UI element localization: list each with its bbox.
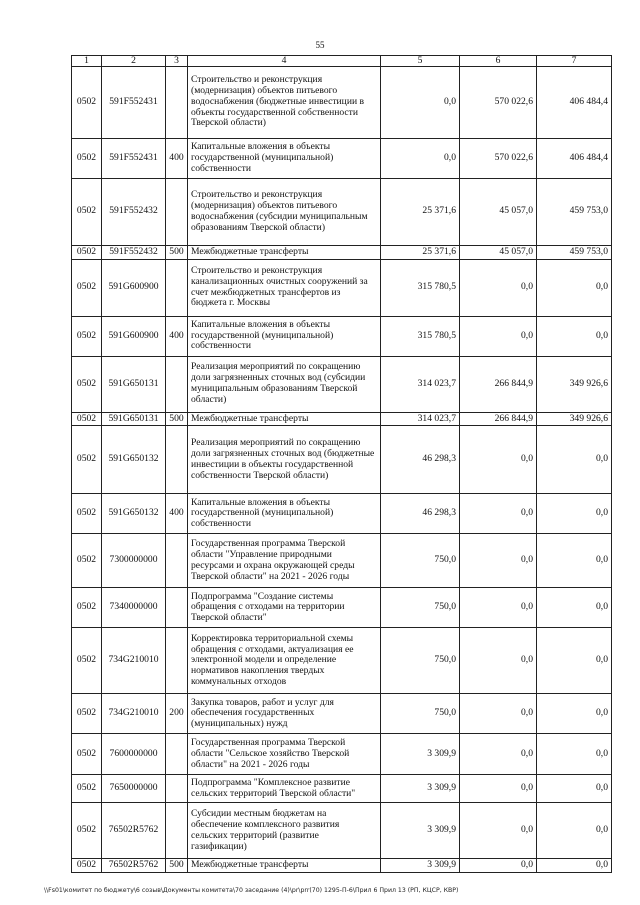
cell-amount-col5: 3 309,9: [381, 859, 460, 873]
cell-name: Корректировка территориальной схемы обращения с отходами, актуализация ее электронной модели и определение нормативов накопления твердых коммунальных отходов: [188, 628, 381, 694]
cell-amount-col6: 570 022,6: [460, 66, 537, 138]
cell-name: Государственная программа Тверской области "Управление природными ресурсами и охрана окружающей среды Тверской области" на 2021 - 2026 годы: [188, 534, 381, 588]
cell-target-code: 591G600900: [102, 316, 166, 356]
cell-expense-type: 200: [166, 694, 188, 734]
cell-amount-col7: 406 484,4: [537, 138, 612, 178]
cell-amount-col6: 45 057,0: [460, 245, 537, 259]
table-row: [72, 494, 612, 534]
cell-amount-col5: 3 309,9: [381, 803, 460, 859]
table-row: [72, 316, 612, 356]
cell-expense-type: 400: [166, 316, 188, 356]
cell-section: 0502: [72, 356, 102, 412]
cell-amount-col6: 266 844,9: [460, 412, 537, 426]
cell-target-code: 591G650131: [102, 356, 166, 412]
cell-section: 0502: [72, 245, 102, 259]
cell-name: Реализация мероприятий по сокращению доли загрязненных сточных вод (бюджетные инвестиции в объекты государственной собственности Тверской области): [188, 426, 381, 494]
cell-name: Межбюджетные трансферты: [188, 859, 381, 873]
cell-amount-col7: 0,0: [537, 426, 612, 494]
header-col-3: 3: [166, 56, 188, 67]
cell-amount-col5: 46 298,3: [381, 494, 460, 534]
table-row: [72, 66, 612, 138]
cell-name: Капитальные вложения в объекты государственной (муниципальной) собственности: [188, 494, 381, 534]
table-row: [72, 138, 612, 178]
cell-name: Подпрограмма "Комплексное развитие сельских территорий Тверской области": [188, 775, 381, 803]
cell-section: 0502: [72, 138, 102, 178]
cell-target-code: 591G650132: [102, 494, 166, 534]
cell-amount-col5: 750,0: [381, 628, 460, 694]
cell-name: Капитальные вложения в объекты государственной (муниципальной) собственности: [188, 138, 381, 178]
cell-target-code: 734G210010: [102, 694, 166, 734]
cell-section: 0502: [72, 412, 102, 426]
table-row: [72, 859, 612, 873]
cell-expense-type: [166, 259, 188, 316]
cell-expense-type: 500: [166, 245, 188, 259]
cell-target-code: 7600000000: [102, 734, 166, 775]
table-row: [72, 734, 612, 775]
cell-amount-col7: 0,0: [537, 734, 612, 775]
cell-name: Закупка товаров, работ и услуг для обеспечения государственных (муниципальных) нужд: [188, 694, 381, 734]
cell-target-code: 591F552431: [102, 66, 166, 138]
cell-amount-col5: 314 023,7: [381, 356, 460, 412]
cell-amount-col7: 459 753,0: [537, 178, 612, 245]
cell-name: Строительство и реконструкция (модернизация) объектов питьевого водоснабжения (субсидии муниципальным образованиям Тверской области): [188, 178, 381, 245]
cell-expense-type: [166, 775, 188, 803]
table-row: [72, 245, 612, 259]
table-row: [72, 588, 612, 628]
table-row: [72, 694, 612, 734]
cell-amount-col5: 750,0: [381, 588, 460, 628]
cell-amount-col7: 0,0: [537, 803, 612, 859]
cell-amount-col6: 0,0: [460, 316, 537, 356]
cell-expense-type: 400: [166, 494, 188, 534]
cell-expense-type: [166, 66, 188, 138]
cell-section: 0502: [72, 178, 102, 245]
cell-amount-col7: 0,0: [537, 628, 612, 694]
cell-name: Субсидии местным бюджетам на обеспечение комплексного развития сельских территорий (развитие газификации): [188, 803, 381, 859]
cell-amount-col6: 0,0: [460, 534, 537, 588]
cell-expense-type: 500: [166, 859, 188, 873]
cell-name: Межбюджетные трансферты: [188, 245, 381, 259]
cell-section: 0502: [72, 316, 102, 356]
header-col-4: 4: [188, 56, 381, 67]
cell-amount-col6: 570 022,6: [460, 138, 537, 178]
cell-amount-col6: 45 057,0: [460, 178, 537, 245]
cell-amount-col5: 25 371,6: [381, 245, 460, 259]
table-body: [72, 66, 612, 873]
table-row: [72, 803, 612, 859]
cell-name: Реализация мероприятий по сокращению доли загрязненных сточных вод (субсидии муниципальным образованиям Тверской области): [188, 356, 381, 412]
cell-expense-type: [166, 356, 188, 412]
cell-target-code: 591G600900: [102, 259, 166, 316]
cell-amount-col7: 0,0: [537, 494, 612, 534]
cell-target-code: 591F552432: [102, 178, 166, 245]
cell-amount-col6: 0,0: [460, 694, 537, 734]
cell-amount-col5: 3 309,9: [381, 775, 460, 803]
cell-amount-col5: 3 309,9: [381, 734, 460, 775]
cell-amount-col6: 0,0: [460, 775, 537, 803]
table-row: [72, 426, 612, 494]
cell-name: Межбюджетные трансферты: [188, 412, 381, 426]
cell-amount-col6: 0,0: [460, 859, 537, 873]
cell-section: 0502: [72, 859, 102, 873]
cell-amount-col7: 0,0: [537, 316, 612, 356]
cell-expense-type: 500: [166, 412, 188, 426]
cell-target-code: 76502R5762: [102, 803, 166, 859]
cell-section: 0502: [72, 628, 102, 694]
header-col-6: 6: [460, 56, 537, 67]
table-row: [72, 356, 612, 412]
cell-amount-col5: 25 371,6: [381, 178, 460, 245]
cell-expense-type: [166, 588, 188, 628]
budget-table: [71, 55, 612, 873]
cell-target-code: 7340000000: [102, 588, 166, 628]
cell-amount-col6: 266 844,9: [460, 356, 537, 412]
cell-name: Строительство и реконструкция канализационных очистных сооружений за счет межбюджетных трансфертов из бюджета г. Москвы: [188, 259, 381, 316]
cell-amount-col5: 314 023,7: [381, 412, 460, 426]
cell-amount-col5: 0,0: [381, 138, 460, 178]
table-row: [72, 775, 612, 803]
cell-target-code: 591F552431: [102, 138, 166, 178]
header-col-2: 2: [102, 56, 166, 67]
cell-amount-col5: 0,0: [381, 66, 460, 138]
cell-amount-col7: 406 484,4: [537, 66, 612, 138]
cell-target-code: 7650000000: [102, 775, 166, 803]
cell-expense-type: 400: [166, 138, 188, 178]
cell-name: Государственная программа Тверской области "Сельское хозяйство Тверской области" на 2021 - 2026 годы: [188, 734, 381, 775]
cell-amount-col7: 0,0: [537, 859, 612, 873]
cell-target-code: 591F552432: [102, 245, 166, 259]
cell-amount-col7: 0,0: [537, 694, 612, 734]
cell-amount-col7: 349 926,6: [537, 412, 612, 426]
cell-target-code: 76502R5762: [102, 859, 166, 873]
cell-section: 0502: [72, 734, 102, 775]
cell-amount-col7: 0,0: [537, 588, 612, 628]
cell-amount-col6: 0,0: [460, 628, 537, 694]
cell-expense-type: [166, 803, 188, 859]
cell-amount-col5: 315 780,5: [381, 259, 460, 316]
cell-amount-col5: 315 780,5: [381, 316, 460, 356]
cell-section: 0502: [72, 775, 102, 803]
cell-section: 0502: [72, 66, 102, 138]
cell-target-code: 591G650131: [102, 412, 166, 426]
footer-file-path: \\Fs01\комитет по бюджету\6 созыв\Документы комитета\70 заседание (4)\pr\prr(70) 1295-П-6\Прил 6 Прил 13 (РП, КЦСР, КВР): [44, 887, 459, 894]
cell-amount-col6: 0,0: [460, 426, 537, 494]
cell-amount-col6: 0,0: [460, 588, 537, 628]
cell-name: Капитальные вложения в объекты государственной (муниципальной) собственности: [188, 316, 381, 356]
cell-amount-col6: 0,0: [460, 259, 537, 316]
table-row: [72, 534, 612, 588]
cell-amount-col5: 46 298,3: [381, 426, 460, 494]
cell-expense-type: [166, 534, 188, 588]
cell-amount-col7: 349 926,6: [537, 356, 612, 412]
cell-amount-col6: 0,0: [460, 494, 537, 534]
table-row: [72, 628, 612, 694]
table-row: [72, 178, 612, 245]
table-row: [72, 259, 612, 316]
header-col-1: 1: [72, 56, 102, 67]
cell-target-code: 734G210010: [102, 628, 166, 694]
cell-expense-type: [166, 734, 188, 775]
cell-amount-col7: 0,0: [537, 259, 612, 316]
cell-expense-type: [166, 426, 188, 494]
cell-section: 0502: [72, 426, 102, 494]
cell-amount-col6: 0,0: [460, 803, 537, 859]
cell-expense-type: [166, 628, 188, 694]
cell-amount-col7: 459 753,0: [537, 245, 612, 259]
cell-amount-col6: 0,0: [460, 734, 537, 775]
cell-section: 0502: [72, 259, 102, 316]
cell-amount-col7: 0,0: [537, 534, 612, 588]
page-number: 55: [315, 40, 325, 50]
cell-name: Подпрограмма "Создание системы обращения с отходами на территории Тверской области": [188, 588, 381, 628]
cell-amount-col5: 750,0: [381, 534, 460, 588]
cell-target-code: 7300000000: [102, 534, 166, 588]
cell-section: 0502: [72, 494, 102, 534]
cell-section: 0502: [72, 534, 102, 588]
table-row: [72, 412, 612, 426]
header-col-7: 7: [537, 56, 612, 67]
cell-section: 0502: [72, 588, 102, 628]
cell-section: 0502: [72, 803, 102, 859]
header-col-5: 5: [381, 56, 460, 67]
cell-section: 0502: [72, 694, 102, 734]
cell-amount-col5: 750,0: [381, 694, 460, 734]
table-header-row: [72, 56, 612, 67]
cell-expense-type: [166, 178, 188, 245]
cell-amount-col7: 0,0: [537, 775, 612, 803]
cell-target-code: 591G650132: [102, 426, 166, 494]
cell-name: Строительство и реконструкция (модернизация) объектов питьевого водоснабжения (бюджетные инвестиции в объекты государственной собственности Тверской области): [188, 66, 381, 138]
